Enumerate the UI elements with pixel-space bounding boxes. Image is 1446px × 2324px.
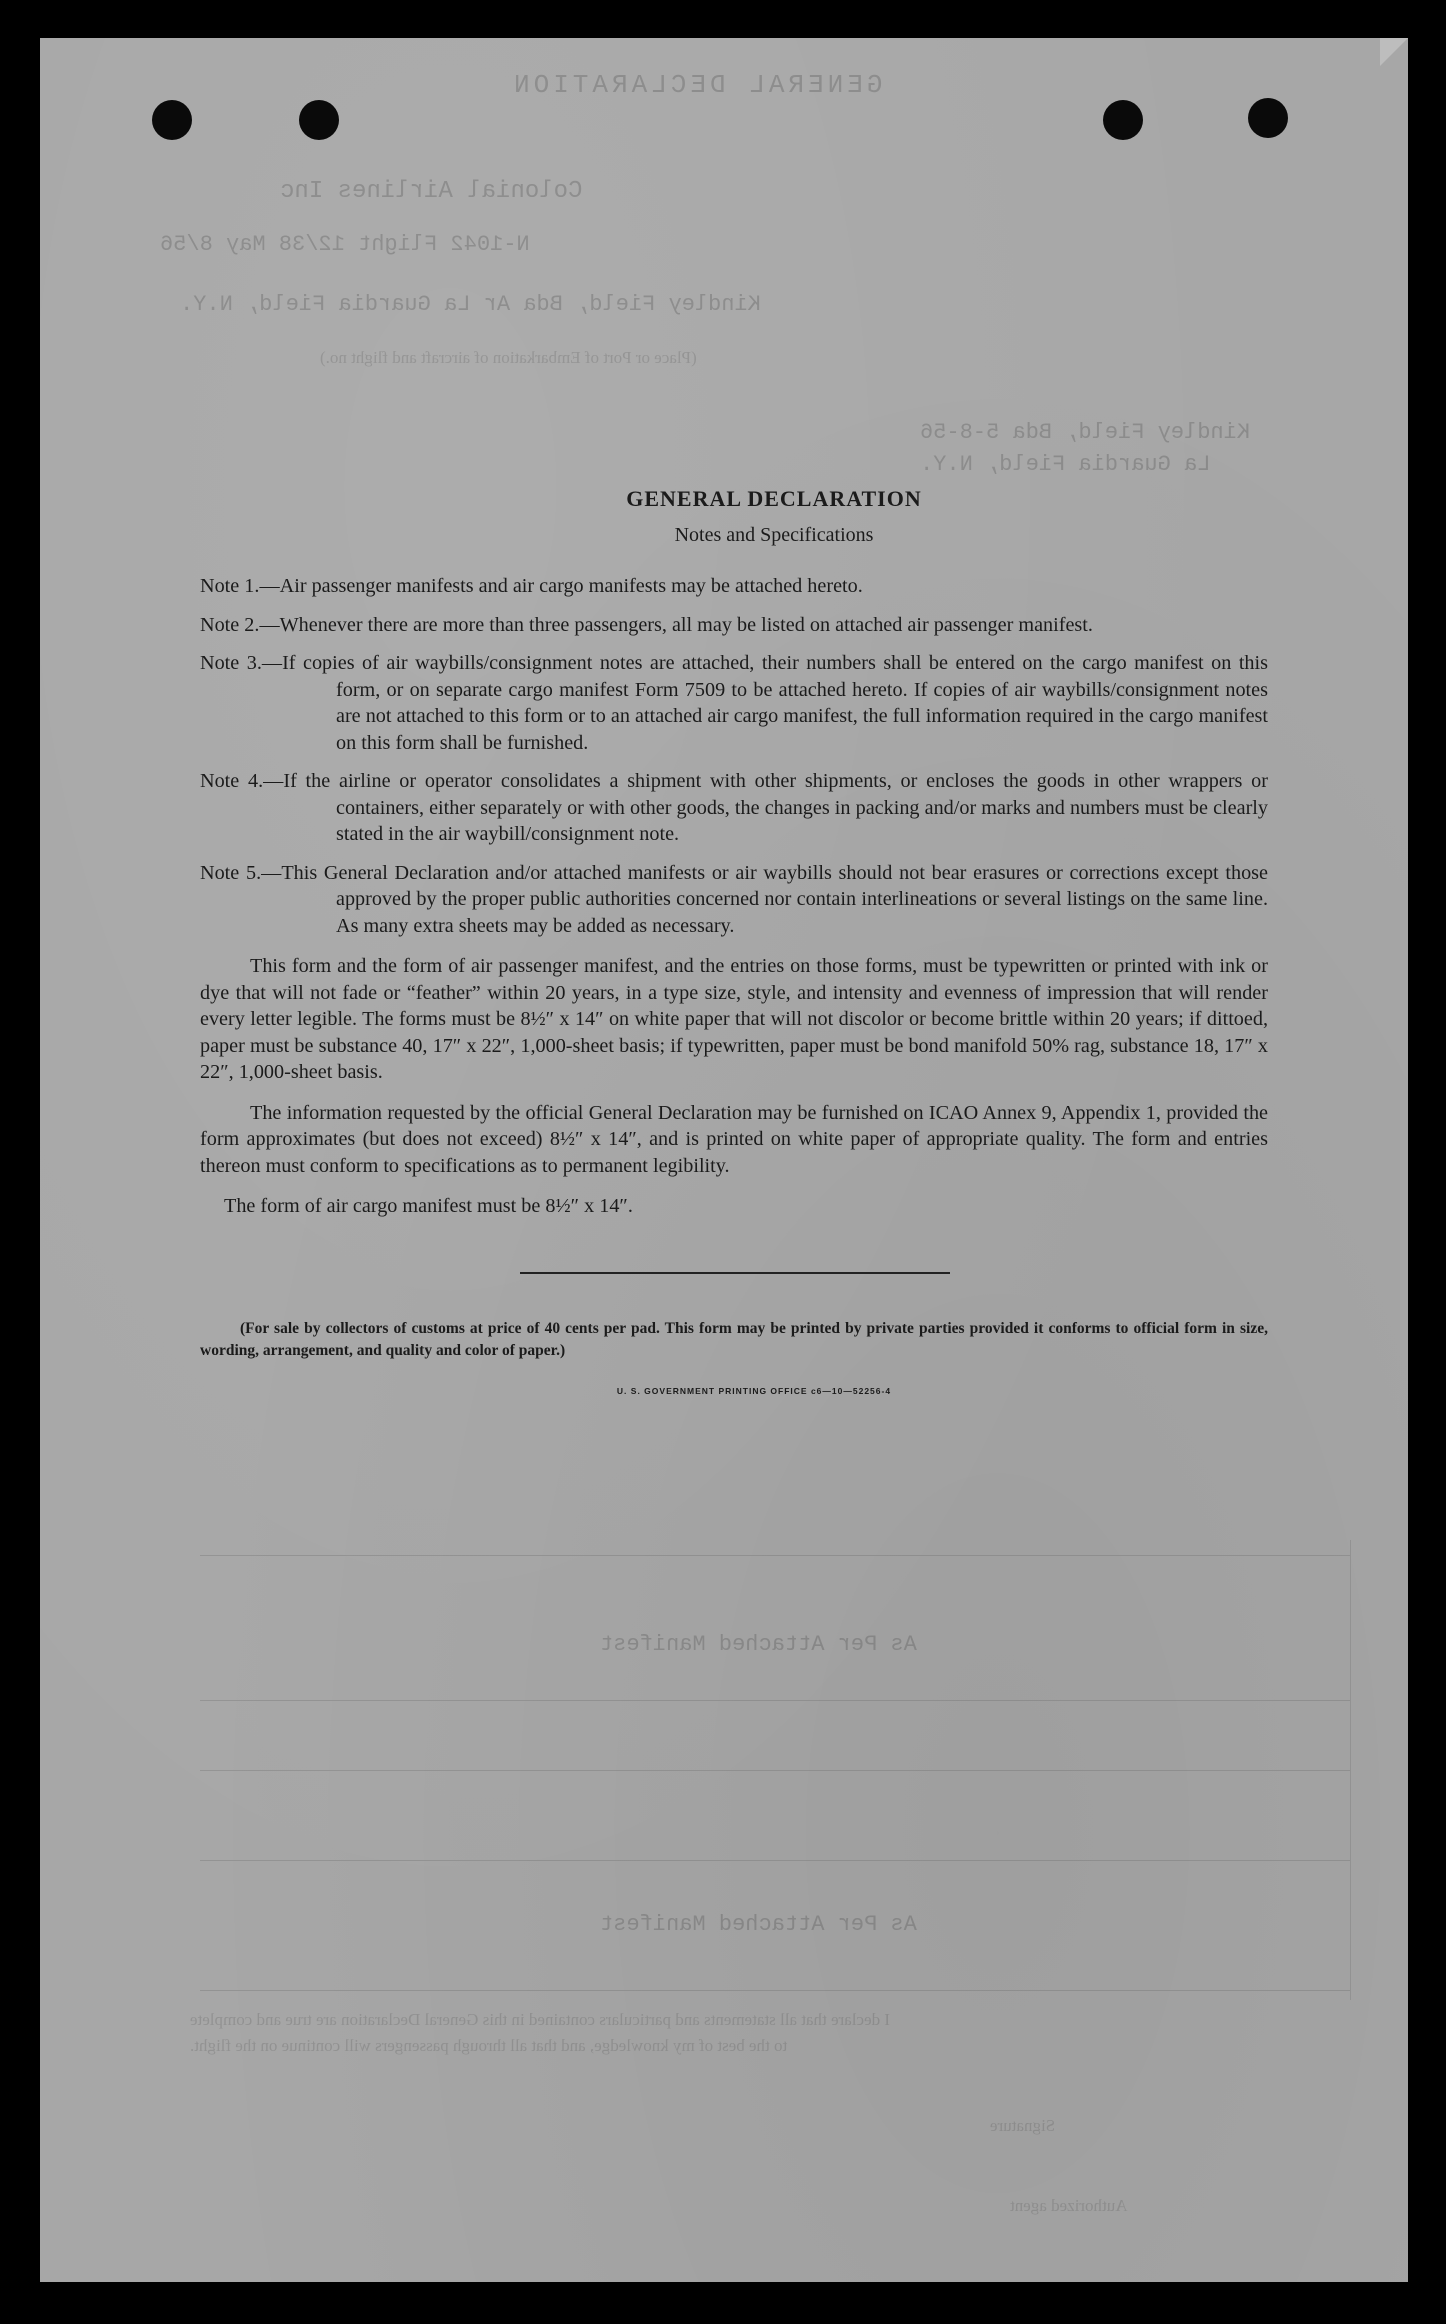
note-text: —Whenever there are more than three passengers, all may be listed on attached air passenger manifest. [259,613,1093,636]
notes-list [200,573,1268,939]
note-label: Note 2. [200,613,260,636]
note-4 [200,768,1268,848]
note-text: —If the airline or operator consolidates a shipment with other shipments, or encloses the goods in other wrappers or containers, either separately or with other goods, the changes in packing and/or marks and numbers must be clearly stated in the air waybill/consignment note. [263,770,1268,845]
note-text: —This General Declaration and/or attached manifests or air waybills should not bear erasures or corrections except those approved by the proper public authorities concerned nor contain interlineations or several listings on the same line. As many extra sheets may be added as necessary. [261,861,1268,937]
divider-rule [520,1272,950,1274]
punch-hole-right-2 [1248,98,1288,138]
note-text: —Air passenger manifests and air cargo manifests may be attached hereto. [259,575,863,597]
page-subtitle: Notes and Specifications [674,524,874,546]
declaration-content [200,480,1268,1396]
paragraph-form-requirements: This form and the form of air passenger manifest, and the entries on those forms, must be typewritten or printed with ink or dye that will not fade or “feather” within 20 years, in a type size, style, and intensity and evenness of impression that will render every letter legible. The forms must be 8½″ x 14″ on white paper that will not discolor or become brittle within 20 years; if dittoed, paper must be substance 40, 17″ x 22″, 1,000-sheet basis; if typewritten, paper must be bond manifold 50% rag, substance 18, 17″ x 22″, 1,000-sheet basis. [200,955,1268,1083]
punch-hole-left-2 [299,100,339,140]
note-1 [200,573,1268,600]
sale-notice: (For sale by collectors of customs at price of 40 cents per pad. This form may be printed by private parties provided it conforms to official form in size, wording, arrangement, and quality and color of paper.) [200,1319,1268,1359]
note-text: —If copies of air waybills/consignment notes are attached, their numbers shall be entered on the cargo manifest on this form, or on separate cargo manifest Form 7509 to be attached hereto. If copies of air waybills/consignment notes are not attached to this form or to an attached air cargo manifest, the full information required in the cargo manifest on this form shall be furnished. [261,652,1268,754]
note-label: Note 3. [200,652,262,674]
note-label: Note 5. [200,861,262,884]
paragraph-icao-annex: The information requested by the official General Declaration may be furnished on ICAO Annex 9, Appendix 1, provided the form approximates (but does not exceed) 8½″ x 14″, and is printed on white paper of appropriate quality. The form and entries thereon must conform to specifications as to permanent legibility. [200,1101,1268,1177]
page-corner-fold [1380,38,1408,66]
page-title: GENERAL DECLARATION [626,486,922,511]
paragraph-cargo-manifest-size: The form of air cargo manifest must be 8½″ x 14″. [224,1195,633,1217]
note-3 [200,650,1268,756]
note-label: Note 4. [200,770,264,792]
note-label: Note 1. [200,575,260,597]
note-5 [200,860,1268,940]
note-2 [200,612,1268,639]
punch-hole-right-1 [1103,100,1143,140]
printer-imprint: U. S. GOVERNMENT PRINTING OFFICE c6—10—52256-4 [616,1385,892,1396]
punch-hole-left-1 [152,100,192,140]
